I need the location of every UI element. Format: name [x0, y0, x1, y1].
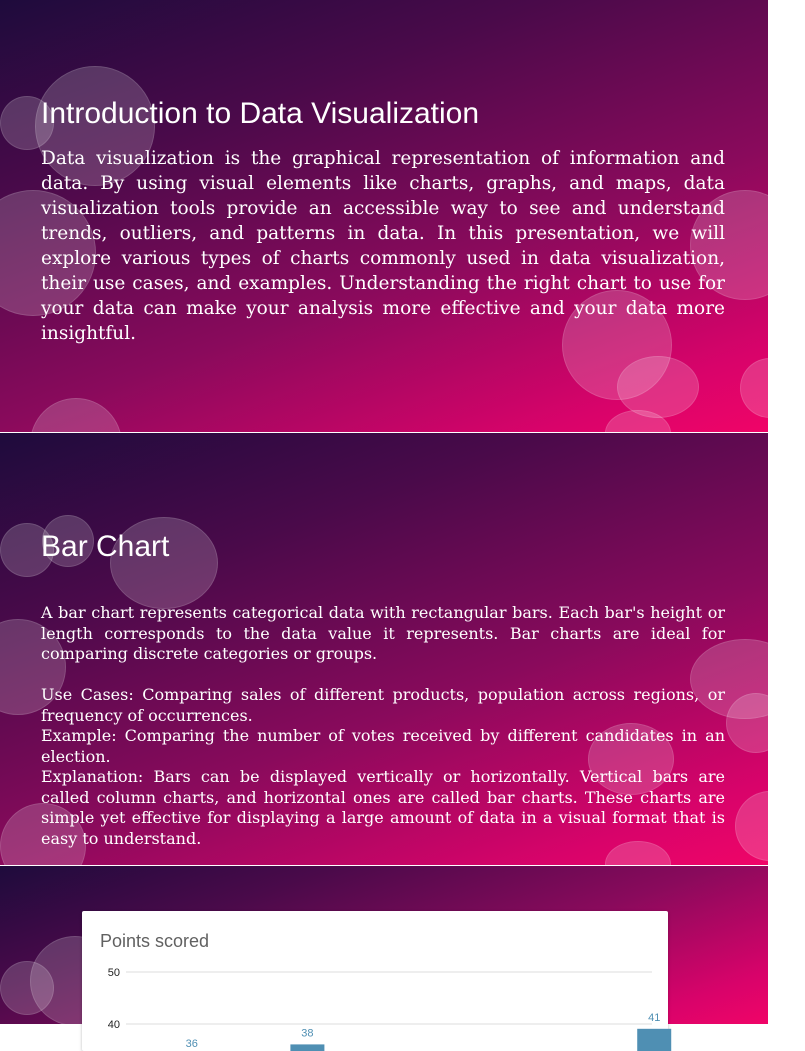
chart-title: Points scored [100, 931, 210, 951]
decorative-bubble [740, 358, 800, 418]
use-cases-text: Use Cases: Comparing sales of different products, population across regions, or frequency of occurrences. [41, 685, 725, 725]
slide-title: Bar Chart [41, 530, 170, 563]
decorative-bubble [617, 356, 699, 418]
decorative-bubble [735, 791, 805, 861]
bar [290, 1044, 324, 1051]
bar-chart-description [41, 603, 725, 849]
slide-bar-chart [0, 433, 768, 865]
explanation-text: Explanation: Bars can be displayed vertically or horizontally. Vertical bars are called column charts, and horizontal ones are called bar charts. These charts are simple yet effective for displaying a large amount of data in a visual format that is easy to understand. [41, 767, 725, 848]
example-text: Example: Comparing the number of votes received by different candidates in an election. [41, 726, 725, 766]
bar [637, 1029, 671, 1051]
data-label: 41 [648, 1011, 661, 1024]
data-label: 38 [301, 1027, 314, 1040]
slide-chart-example [0, 866, 768, 1050]
chart-card [82, 911, 668, 1051]
intro-paragraph: Data visualization is the graphical representation of information and data. By using visual elements like charts, graphs, and maps, data visualization tools provide an accessible way to see and understand trends, outliers, and patterns in data. In this presentation, we will explore various types of charts commonly used in data visualization, their use cases, and examples. Understanding the right chart to use for your data can make your analysis more effective and your data more insightful. [41, 148, 725, 344]
bar-chart [82, 911, 668, 1051]
data-label: 36 [185, 1037, 198, 1050]
decorative-bubble [726, 693, 786, 753]
y-tick-label: 40 [107, 1019, 120, 1031]
slide-title: Introduction to Data Visualization [41, 97, 480, 130]
y-tick-label: 50 [107, 967, 120, 979]
slide-intro [0, 0, 768, 432]
definition-text: A bar chart represents categorical data with rectangular bars. Each bar's height or length corresponds to the data value it represents. Bar charts are ideal for comparing discrete categories or groups. [41, 603, 725, 663]
